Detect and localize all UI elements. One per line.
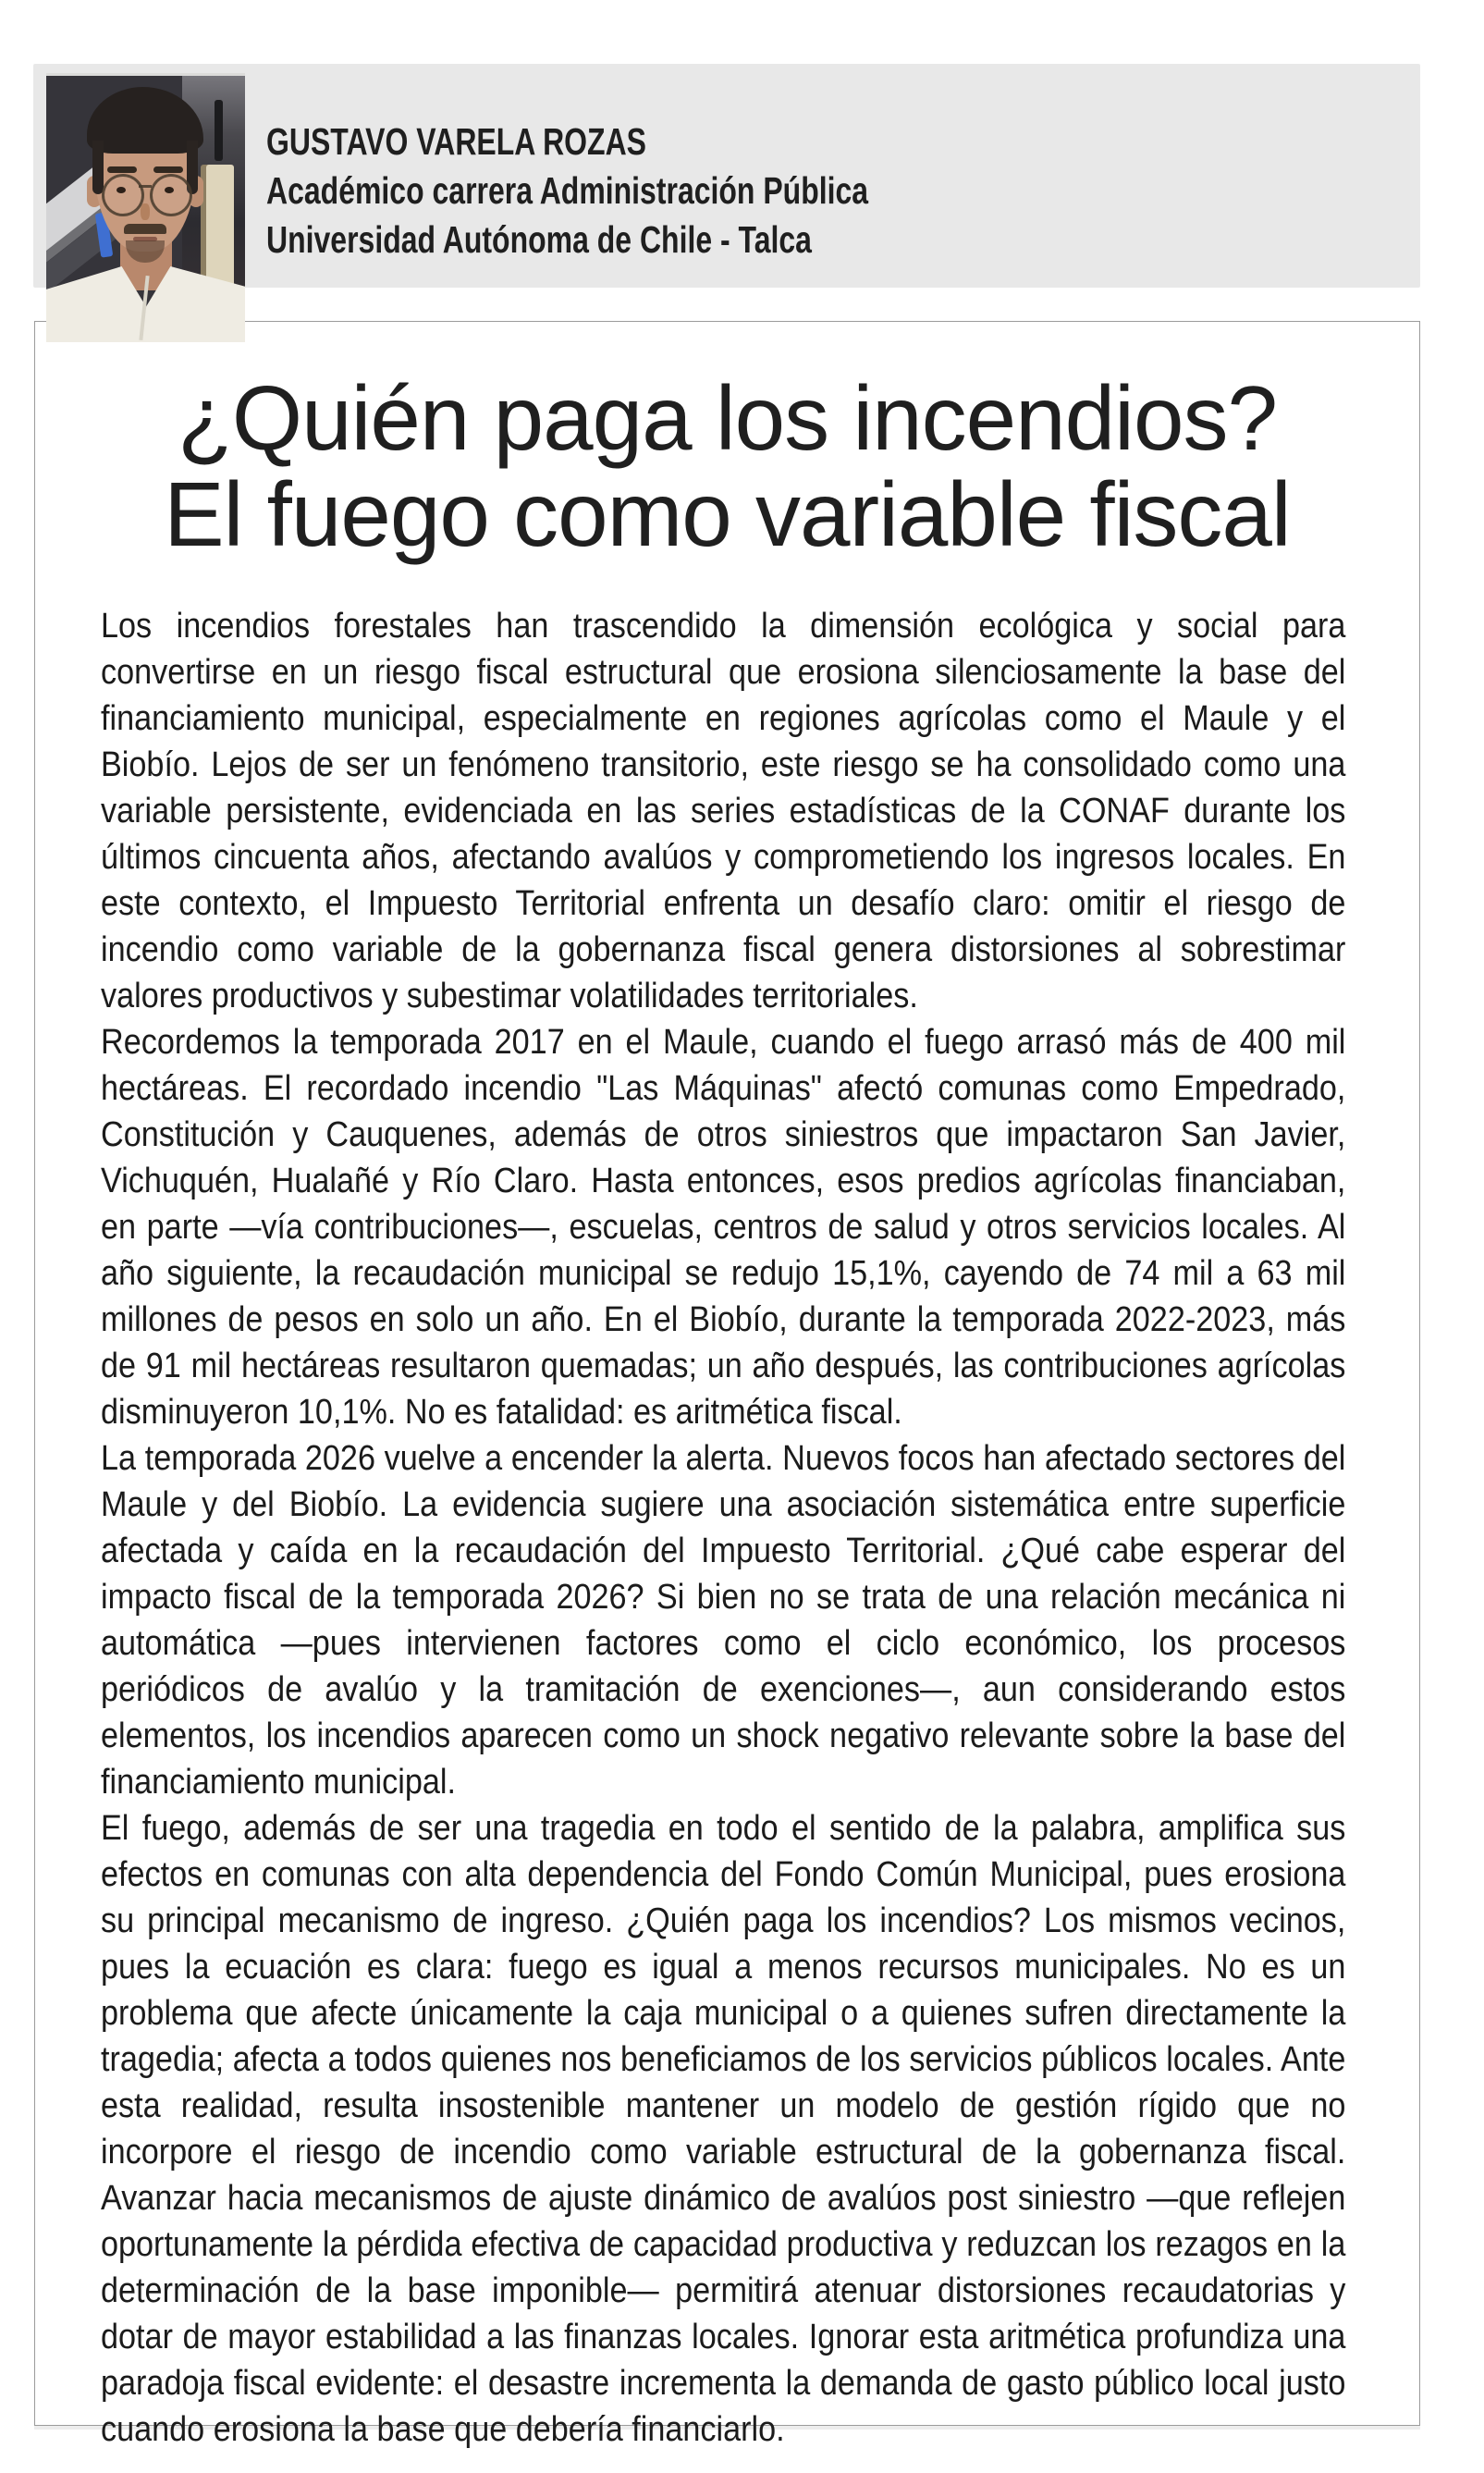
photo-eye-right <box>165 187 174 193</box>
photo-nose <box>141 203 150 220</box>
photo-eyebrow-left <box>107 166 137 173</box>
photo-glasses-bridge <box>139 185 152 188</box>
author-role: Académico carrera Administración Pública <box>266 169 869 212</box>
author-name: GUSTAVO VARELA ROZAS <box>266 120 647 163</box>
photo-book-spine <box>215 100 223 161</box>
photo-glasses-left-lens <box>102 174 144 216</box>
paragraph-4: El fuego, además de ser una tragedia en todo el sentido de la palabra, amplifica sus efectos en comunas con alta dependencia del Fondo Común Municipal, pues erosiona su principal mecanismo de ingreso. ¿Quién paga los incendios? Los mismos vecinos, pues la ecuación es clara: fuego es igual a menos recursos municipales. No es un problema que afecte únicamente la caja municipal o a quienes sufren directamente la tragedia; afecta a todos quienes nos beneficiamos de los servicios públicos locales. Ante esta realidad, resulta insostenible mantener un modelo de gestión rígido que no incorpore el riesgo de incendio como variable estructural de la gobernanza fiscal. Avanzar hacia mecanismos de ajuste dinámico de avalúos post siniestro —que reflejen oportunamente la pérdida efectiva de capacidad productiva y reduzcan los rezagos en la determinación de la base imponible— permitirá atenuar distorsiones recaudatorias y dotar de mayor estabilidad a las finanzas locales. Ignorar esta aritmética profundiza una paradoja fiscal evidente: el desastre incrementa la demanda de gasto público local justo cuando erosiona la base que debería financiarlo. <box>101 1809 1346 2449</box>
headline-line-1: ¿Quién paga los incendios? <box>178 367 1277 469</box>
headline-line-2: El fuego como variable fiscal <box>164 463 1291 565</box>
paragraph-2: Recordemos la temporada 2017 en el Maule, cuando el fuego arrasó más de 400 mil hectáreas. El recordado incendio "Las Máquinas" afectó comunas como Empedrado, Constitución y Cauquenes, además de otros siniestros que impactaron San Javier, Vichuquén, Hualañé y Río Claro. Hasta entonces, esos predios agrícolas financiaban, en parte —vía contribuciones—, escuelas, centros de salud y otros servicios locales. Al año siguiente, la recaudación municipal se redujo 15,1%, cayendo de 74 mil a 63 mil millones de pesos en solo un año. En el Biobío, durante la temporada 2022-2023, más de 91 mil hectáreas resultaron quemadas; un año después, las contribuciones agrícolas disminuyeron 10,1%. No es fatalidad: es aritmética fiscal. <box>101 1023 1346 1432</box>
author-university: Universidad Autónoma de Chile - Talca <box>266 218 812 261</box>
photo-eye-left <box>117 187 126 193</box>
paragraph-3: La temporada 2026 vuelve a encender la alerta. Nuevos focos han afectado sectores del Maule y del Biobío. La evidencia sugiere una asociación sistemática entre superficie afectada y caída en la recaudación del Impuesto Territorial. ¿Qué cabe esperar del impacto fiscal de la temporada 2026? Si bien no se trata de una relación mecánica ni automática —pues intervienen factores como el ciclo económico, los procesos periódicos de avalúo y la tramitación de exenciones—, aun considerando estos elementos, los incendios aparecen como un shock negativo relevante sobre la base del financiamiento municipal. <box>101 1439 1346 1802</box>
paragraph-1: Los incendios forestales han trascendido la dimensión ecológica y social para convertirse en un riesgo fiscal estructural que erosiona silenciosamente la base del financiamiento municipal, especialmente en regiones agrícolas como el Maule y el Biobío. Lejos de ser un fenómeno transitorio, este riesgo se ha consolidado como una variable persistente, evidenciada en las series estadísticas de la CONAF durante los últimos cincuenta años, afectando avalúos y comprometiendo los ingresos locales. En este contexto, el Impuesto Territorial enfrenta un desafío claro: omitir el riesgo de incendio como variable de la gobernanza fiscal genera distorsiones al sobrestimar valores productivos y subestimar volatilidades territoriales. <box>101 607 1346 1015</box>
article-headline <box>35 367 1419 565</box>
article-body <box>101 603 1345 2453</box>
article-box <box>34 321 1420 2449</box>
author-info <box>266 117 868 265</box>
photo-mustache <box>124 224 166 234</box>
photo-eyebrow-right <box>153 166 183 173</box>
photo-sideburn-left <box>92 141 104 194</box>
photo-glasses-right-lens <box>150 174 192 216</box>
author-photo <box>46 73 245 342</box>
